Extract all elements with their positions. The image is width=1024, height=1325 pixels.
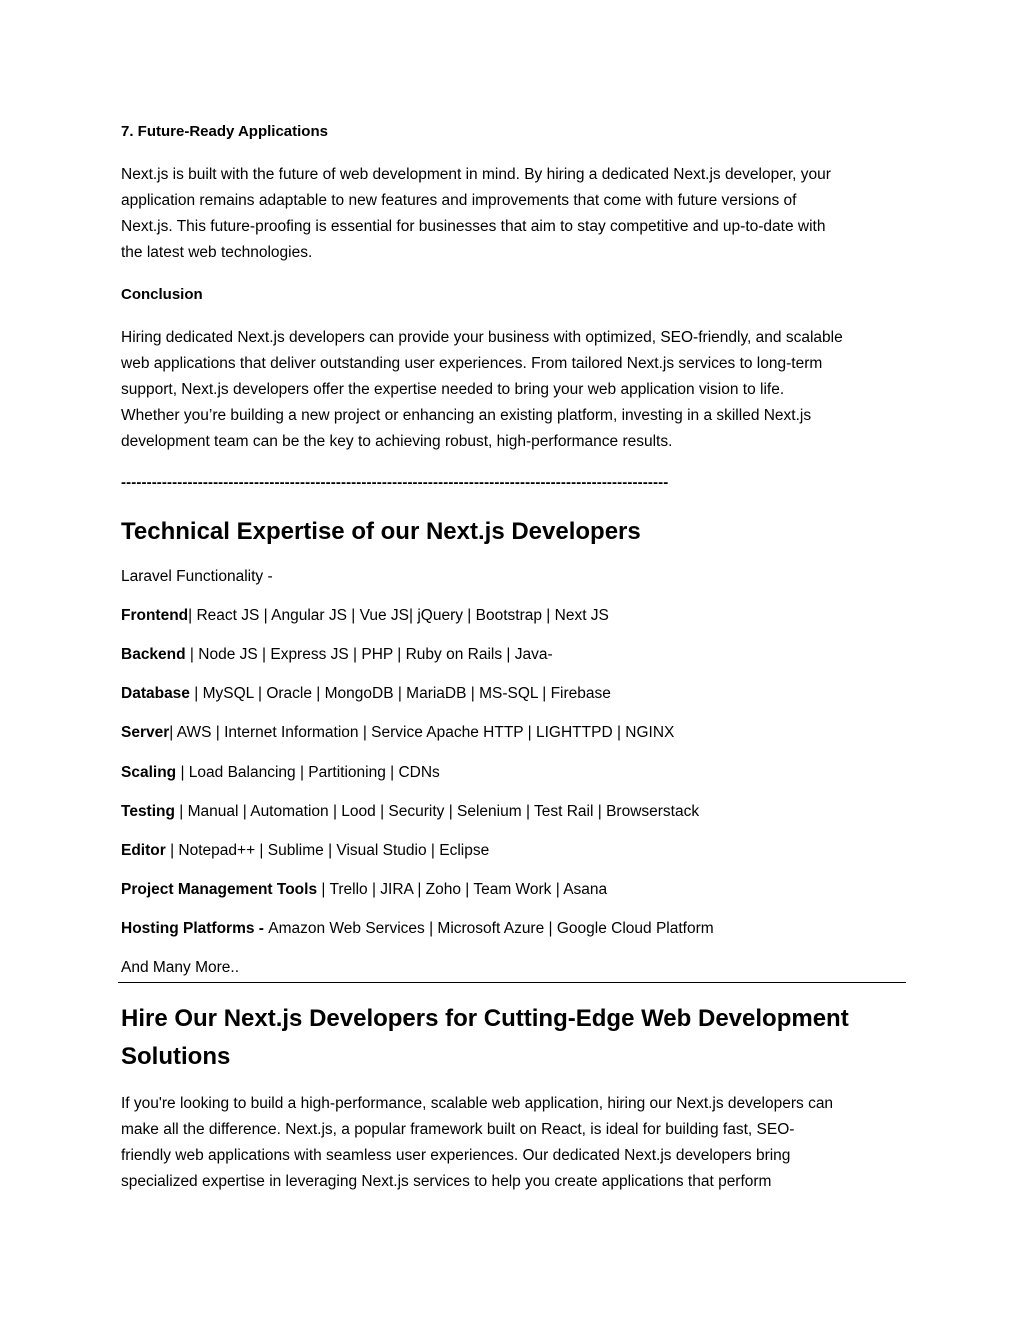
paragraph-line: Hiring dedicated Next.js developers can provide your business with optimized, SEO-friendly, and scalable (121, 329, 843, 346)
tech-row-text: | Load Balancing | Partitioning | CDNs (176, 764, 440, 781)
tech-row-text: | MySQL | Oracle | MongoDB | MariaDB | MS-SQL | Firebase (189, 685, 611, 702)
tech-row-scaling (121, 764, 440, 782)
paragraph-line: web applications that deliver outstanding user experiences. From tailored Next.js services to long-term (121, 355, 823, 372)
tech-more: And Many More.. (121, 959, 240, 976)
paragraph-line: the latest web technologies. (121, 244, 313, 261)
tech-row-text: | React JS | Angular JS | Vue JS| jQuery | Bootstrap | Next JS (188, 607, 609, 624)
hire-paragraph (121, 1091, 911, 1195)
tech-row-text: | Trello | JIRA | Zoho | Team Work | Asana (317, 881, 608, 898)
horizontal-rule (118, 982, 906, 983)
tech-expertise-heading: Technical Expertise of our Next.js Developers (121, 518, 641, 545)
paragraph-line: application remains adaptable to new features and improvements that come with future versions of (121, 192, 797, 209)
heading-line: Solutions (121, 1043, 231, 1070)
paragraph-line: Next.js is built with the future of web development in mind. By hiring a dedicated Next.js developer, your (121, 166, 831, 183)
tech-row-testing (121, 803, 699, 821)
paragraph-line: make all the difference. Next.js, a popular framework built on React, is ideal for building fast, SEO- (121, 1121, 795, 1138)
tech-row-label: Hosting Platforms - (121, 920, 269, 937)
future-ready-paragraph (121, 162, 911, 266)
tech-row-label: Editor (121, 842, 166, 859)
tech-row-text: | AWS | Internet Information | Service Apache HTTP | LIGHTTPD | NGINX (169, 724, 675, 741)
tech-row-label: Frontend (121, 607, 189, 624)
tech-row-project-management (121, 881, 607, 899)
paragraph-line: Whether you’re building a new project or enhancing an existing platform, investing in a skilled Next.js (121, 407, 812, 424)
dashed-separator: ----------------------------------------------------------------------------------------------------------- (121, 474, 669, 491)
tech-row-label: Scaling (121, 764, 177, 781)
paragraph-line: specialized expertise in leveraging Next.js services to help you create applications that perform (121, 1173, 772, 1190)
tech-row-label: Project Management Tools (121, 881, 318, 898)
tech-row-text: | Manual | Automation | Lood | Security | Selenium | Test Rail | Browserstack (174, 803, 700, 820)
tech-row-label: Backend (121, 646, 186, 663)
paragraph-line: friendly web applications with seamless user experiences. Our dedicated Next.js developers bring (121, 1147, 791, 1164)
tech-row-backend (121, 646, 553, 664)
tech-row-frontend (121, 607, 609, 625)
conclusion-paragraph (121, 325, 911, 455)
tech-row-text: | Node JS | Express JS | PHP | Ruby on Rails | Java- (185, 646, 553, 663)
tech-row-database (121, 685, 611, 703)
paragraph-line: development team can be the key to achieving robust, high-performance results. (121, 433, 673, 450)
tech-row-label: Database (121, 685, 190, 702)
section-heading-conclusion: Conclusion (121, 286, 203, 303)
tech-row-text: Amazon Web Services | Microsoft Azure | Google Cloud Platform (268, 920, 714, 937)
tech-row-text: | Notepad++ | Sublime | Visual Studio | Eclipse (165, 842, 490, 859)
heading-line: Hire Our Next.js Developers for Cutting-Edge Web Development (121, 1005, 849, 1032)
paragraph-line: support, Next.js developers offer the expertise needed to bring your web application vision to life. (121, 381, 785, 398)
tech-row-hosting (121, 920, 714, 938)
hire-heading (121, 1000, 849, 1076)
paragraph-line: Next.js. This future-proofing is essential for businesses that aim to stay competitive and up-to-date with (121, 218, 826, 235)
tech-row-label: Testing (121, 803, 175, 820)
tech-intro: Laravel Functionality - (121, 568, 273, 585)
tech-row-label: Server (121, 724, 170, 741)
tech-row-server (121, 724, 674, 742)
paragraph-line: If you're looking to build a high-performance, scalable web application, hiring our Next.js developers can (121, 1095, 834, 1112)
section-heading-future-ready: 7. Future-Ready Applications (121, 123, 328, 140)
tech-row-editor (121, 842, 489, 860)
